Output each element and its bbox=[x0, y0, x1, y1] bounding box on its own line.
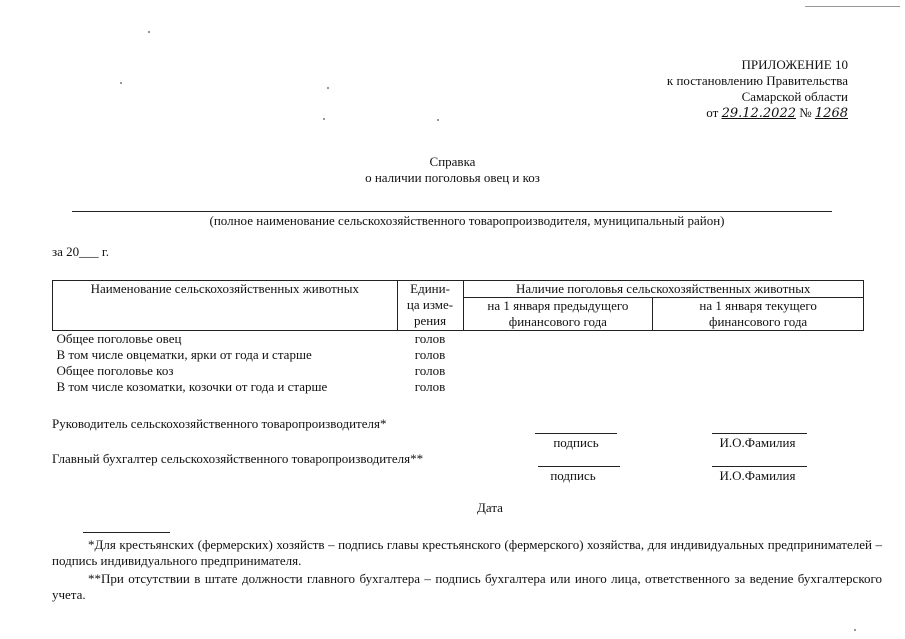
table-row bbox=[53, 347, 864, 363]
row-current-value[interactable] bbox=[653, 363, 864, 379]
title-subtitle: о наличии поголовья овец и коз bbox=[365, 170, 540, 185]
date-label: Дата bbox=[477, 500, 503, 515]
appendix-block bbox=[548, 57, 848, 122]
row-current-value[interactable] bbox=[653, 379, 864, 395]
accountant-name-caption: И.О.Фамилия bbox=[719, 468, 796, 483]
head-label: Руководитель сельскохозяйственного товаропроизводителя* bbox=[52, 416, 387, 431]
accountant-signature-line[interactable] bbox=[538, 466, 620, 467]
document-title bbox=[0, 154, 905, 186]
number-prefix: № bbox=[799, 105, 812, 120]
title-main: Справка bbox=[429, 154, 476, 169]
row-previous-value[interactable] bbox=[463, 347, 653, 363]
decree-date: 29.12.2022 bbox=[721, 106, 796, 121]
footnote-2 bbox=[52, 571, 882, 603]
row-previous-value[interactable] bbox=[463, 331, 653, 348]
scan-speck bbox=[323, 118, 325, 120]
period-line bbox=[52, 244, 109, 260]
appendix-date-line bbox=[548, 105, 848, 122]
header-unit: Едини- ца изме- рения bbox=[397, 281, 463, 331]
accountant-name-line[interactable] bbox=[712, 466, 807, 467]
row-current-value[interactable] bbox=[653, 347, 864, 363]
footnote-separator bbox=[83, 532, 170, 533]
footnote-1-text: *Для крестьянских (фермерских) хозяйств – подпись главы крестьянского (фермерского) хозяйства, для индивидуальных предпринимателей – подпись индивидуального предпринимателя. bbox=[52, 537, 882, 568]
scan-speck bbox=[437, 119, 439, 121]
head-name-caption: И.О.Фамилия bbox=[719, 435, 796, 450]
footnote-2-text: **При отсутствии в штате должности главного бухгалтера – подпись бухгалтера или иного лица, ответственного за ведение бухгалтерского учета. bbox=[52, 571, 882, 602]
head-name-line[interactable] bbox=[712, 433, 807, 434]
accountant-label: Главный бухгалтер сельскохозяйственного товаропроизводителя** bbox=[52, 451, 424, 466]
period-prefix: за 20 bbox=[52, 244, 80, 259]
footnote-1 bbox=[52, 537, 882, 569]
row-animal-name: Общее поголовье коз bbox=[56, 363, 174, 378]
scan-speck bbox=[148, 31, 150, 33]
producer-caption: (полное наименование сельскохозяйственного товаропроизводителя, муниципальный район) bbox=[209, 213, 725, 228]
scan-edge-line bbox=[805, 6, 900, 7]
producer-name-line bbox=[72, 211, 832, 212]
header-animal-name: Наименование сельскохозяйственных животных bbox=[53, 281, 398, 331]
row-unit: голов bbox=[414, 347, 446, 362]
scan-speck bbox=[120, 82, 122, 84]
row-previous-value[interactable] bbox=[463, 379, 653, 395]
row-animal-name: В том числе козоматки, козочки от года и старше bbox=[56, 379, 328, 394]
header-previous-year: на 1 января предыдущего финансового года bbox=[463, 298, 653, 331]
decree-number: 1268 bbox=[814, 106, 848, 121]
table-row bbox=[53, 331, 864, 348]
date-prefix: от bbox=[706, 105, 719, 120]
livestock-table bbox=[52, 280, 864, 395]
period-suffix: г. bbox=[101, 244, 110, 259]
row-previous-value[interactable] bbox=[463, 363, 653, 379]
row-unit: голов bbox=[414, 363, 446, 378]
appendix-title: ПРИЛОЖЕНИЕ 10 bbox=[741, 57, 848, 72]
scan-speck bbox=[327, 87, 329, 89]
header-livestock-group: Наличие поголовья сельскохозяйственных животных bbox=[463, 281, 864, 298]
head-signature-line[interactable] bbox=[535, 433, 617, 434]
row-animal-name: В том числе овцематки, ярки от года и старше bbox=[56, 347, 312, 362]
head-signature-caption: подпись bbox=[553, 435, 599, 450]
table-row bbox=[53, 379, 864, 395]
row-animal-name: Общее поголовье овец bbox=[56, 331, 182, 346]
accountant-signature-caption: подпись bbox=[550, 468, 596, 483]
table-row bbox=[53, 363, 864, 379]
period-blank: ___ bbox=[79, 244, 99, 259]
appendix-line-region: Самарской области bbox=[741, 89, 848, 104]
row-unit: голов bbox=[414, 331, 446, 346]
scan-speck bbox=[854, 629, 856, 631]
row-current-value[interactable] bbox=[653, 331, 864, 348]
row-unit: голов bbox=[414, 379, 446, 394]
header-current-year: на 1 января текущего финансового года bbox=[653, 298, 864, 331]
appendix-line-decree: к постановлению Правительства bbox=[666, 73, 848, 88]
